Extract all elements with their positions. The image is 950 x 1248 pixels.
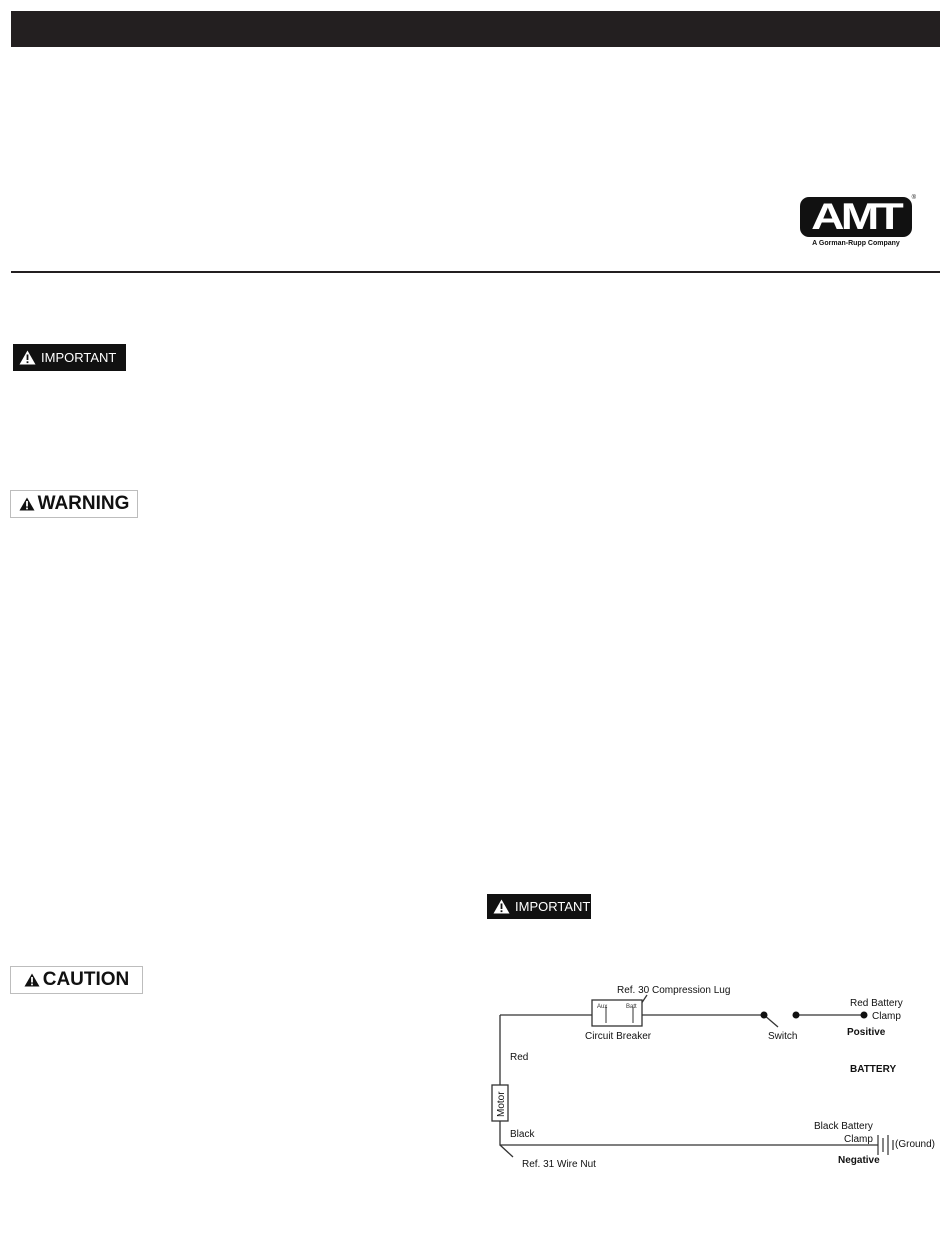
header-rule bbox=[11, 271, 940, 273]
important-label bbox=[487, 894, 591, 919]
battery-label: BATTERY bbox=[850, 1064, 897, 1075]
caution-label bbox=[10, 966, 143, 994]
warning-triangle-icon bbox=[19, 350, 36, 365]
red-clamp-label-line1: Red Battery bbox=[850, 998, 903, 1009]
switch-contact-right bbox=[793, 1012, 800, 1019]
red-clamp-label-line2: Clamp bbox=[872, 1011, 901, 1022]
wiring-diagram bbox=[480, 975, 940, 1175]
important-label-text: IMPORTANT bbox=[41, 350, 117, 365]
warning-triangle-icon bbox=[24, 973, 40, 987]
aux-terminal-label: Aux bbox=[597, 1004, 608, 1010]
warning-label bbox=[10, 490, 138, 518]
wire-nut-label: Ref. 31 Wire Nut bbox=[522, 1159, 596, 1170]
red-wire-label: Red bbox=[510, 1052, 529, 1063]
logo-tagline: A Gorman-Rupp Company bbox=[812, 240, 900, 247]
important-label bbox=[13, 344, 126, 371]
ground-label: (Ground) bbox=[895, 1139, 936, 1150]
negative-label: Negative bbox=[838, 1155, 880, 1166]
black-clamp-label-line1: Black Battery bbox=[814, 1121, 873, 1132]
important-label-text: IMPORTANT bbox=[515, 899, 591, 914]
caution-label-text: CAUTION bbox=[42, 969, 130, 990]
switch-label: Switch bbox=[768, 1031, 798, 1042]
logo-registered-mark: ® bbox=[911, 195, 916, 201]
motor-label: Motor bbox=[496, 1091, 507, 1117]
black-clamp-label-line2: Clamp bbox=[844, 1134, 873, 1145]
red-clamp-terminal bbox=[861, 1012, 868, 1019]
batt-terminal-label: Batt bbox=[626, 1004, 637, 1010]
warning-triangle-icon bbox=[493, 899, 510, 914]
positive-label: Positive bbox=[847, 1027, 886, 1038]
switch-contact-left bbox=[761, 1012, 768, 1019]
warning-triangle-icon bbox=[19, 497, 35, 511]
wire-nut-leader bbox=[500, 1145, 513, 1157]
warning-label-text: WARNING bbox=[37, 493, 130, 514]
header-bar bbox=[11, 11, 940, 47]
amt-logo bbox=[798, 195, 916, 255]
logo-badge bbox=[800, 197, 912, 237]
black-wire-label: Black bbox=[510, 1129, 535, 1140]
logo-wordmark: AMT bbox=[811, 196, 901, 237]
battery-ground-symbol bbox=[878, 1135, 893, 1155]
compression-lug-label: Ref. 30 Compression Lug bbox=[617, 985, 731, 996]
circuit-breaker-label: Circuit Breaker bbox=[585, 1031, 652, 1042]
